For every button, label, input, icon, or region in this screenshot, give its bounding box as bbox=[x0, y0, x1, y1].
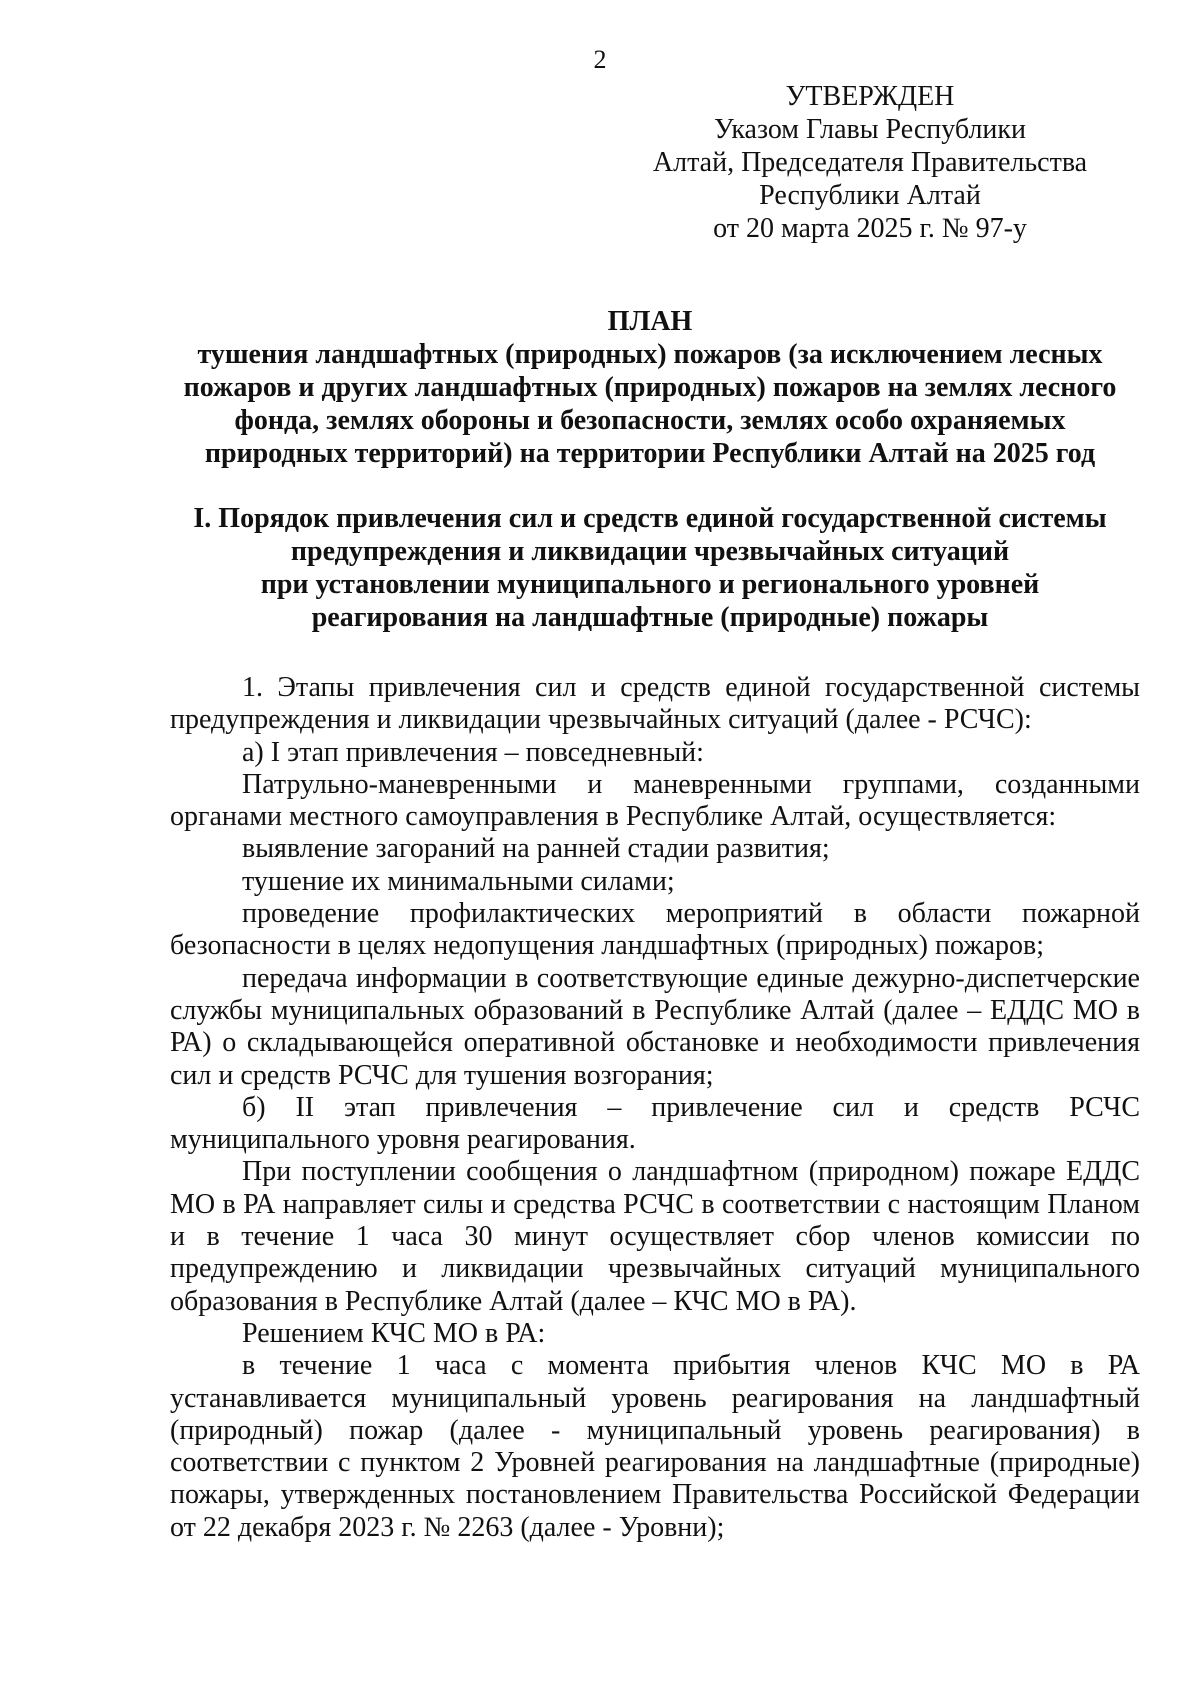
body-text bbox=[170, 672, 1140, 1544]
title-line: природных территорий) на территории Республики Алтай на 2025 год bbox=[204, 438, 1096, 469]
title-line: пожаров и других ландшафтных (природных) пожаров на землях лесного bbox=[183, 372, 1117, 403]
paragraph: выявление загораний на ранней стадии развития; bbox=[242, 833, 830, 865]
document-title bbox=[160, 305, 1140, 470]
paragraph: Патрульно-маневренными и маневренными группами, созданными органами местного самоуправления в Республике Алтай, осуществляется: bbox=[170, 768, 1140, 833]
approval-line: Алтай, Председателя Правительства bbox=[652, 147, 1088, 178]
title-line: тушения ландшафтных (природных) пожаров (за исключением лесных bbox=[197, 339, 1103, 370]
paragraph: а) I этап привлечения – повседневный: bbox=[242, 736, 704, 768]
paragraph: 1. Этапы привлечения сил и средств единой государственной системы предупреждения и ликвидации чрезвычайных ситуаций (далее - РСЧС): bbox=[170, 672, 1140, 736]
section-heading-line: реагирования на ландшафтные (природные) пожары bbox=[311, 602, 989, 633]
paragraph: тушение их минимальными силами; bbox=[242, 865, 675, 897]
title-heading: ПЛАН bbox=[607, 306, 693, 337]
paragraph: б) II этап привлечения – привлечение сил и средств РСЧС муниципального уровня реагирования. bbox=[170, 1091, 1140, 1156]
approval-line: Указом Главы Республики bbox=[713, 114, 1027, 145]
paragraph: в течение 1 часа с момента прибытия членов КЧС МО в РА устанавливается муниципальный уровень реагирования на ландшафтный (природный) пожар (далее - муниципальный уровень реагирования) в соответствии с пунктом 2 Уровней реагирования на ландшафтные (природные) пожары, утвержденных постановлением Правительства Российской Федерации от 22 декабря 2023 г. № 2263 (далее - Уровни); bbox=[170, 1350, 1140, 1543]
paragraph: передача информации в соответствующие единые дежурно-диспетчерские службы муниципальных образований в Республике Алтай (далее – ЕДДС МО в РА) о складывающейся оперативной обстановке и необходимости привлечения сил и средств РСЧС для тушения возгорания; bbox=[170, 962, 1140, 1091]
section-heading-line: предупреждения и ликвидации чрезвычайных ситуаций bbox=[290, 536, 1010, 567]
approval-line: УТВЕРЖДЕН bbox=[785, 81, 955, 112]
section-heading bbox=[160, 502, 1140, 634]
section-heading-line: при установлении муниципального и регионального уровней bbox=[260, 569, 1040, 600]
paragraph: При поступлении сообщения о ландшафтном (природном) пожаре ЕДДС МО в РА направляет силы и средства РСЧС в соответствии с настоящим Планом и в течение 1 часа 30 минут осуществляет сбор членов комиссии по предупреждению и ликвидации чрезвычайных ситуаций муниципального образования в Республике Алтай (далее – КЧС МО в РА). bbox=[170, 1156, 1140, 1317]
section-heading-line: I. Порядок привлечения сил и средств единой государственной системы bbox=[193, 503, 1107, 534]
paragraph: проведение профилактических мероприятий в области пожарной безопасности в целях недопущения ландшафтных (природных) пожаров; bbox=[170, 898, 1140, 962]
title-line: фонда, землях обороны и безопасности, землях особо охраняемых bbox=[234, 405, 1066, 436]
page-number: 2 bbox=[593, 45, 607, 74]
paragraph: Решением КЧС МО в РА: bbox=[242, 1317, 546, 1349]
approval-line: от 20 марта 2025 г. № 97-у bbox=[713, 213, 1027, 244]
approval-stamp bbox=[650, 80, 1090, 245]
approval-line: Республики Алтай bbox=[759, 180, 981, 211]
